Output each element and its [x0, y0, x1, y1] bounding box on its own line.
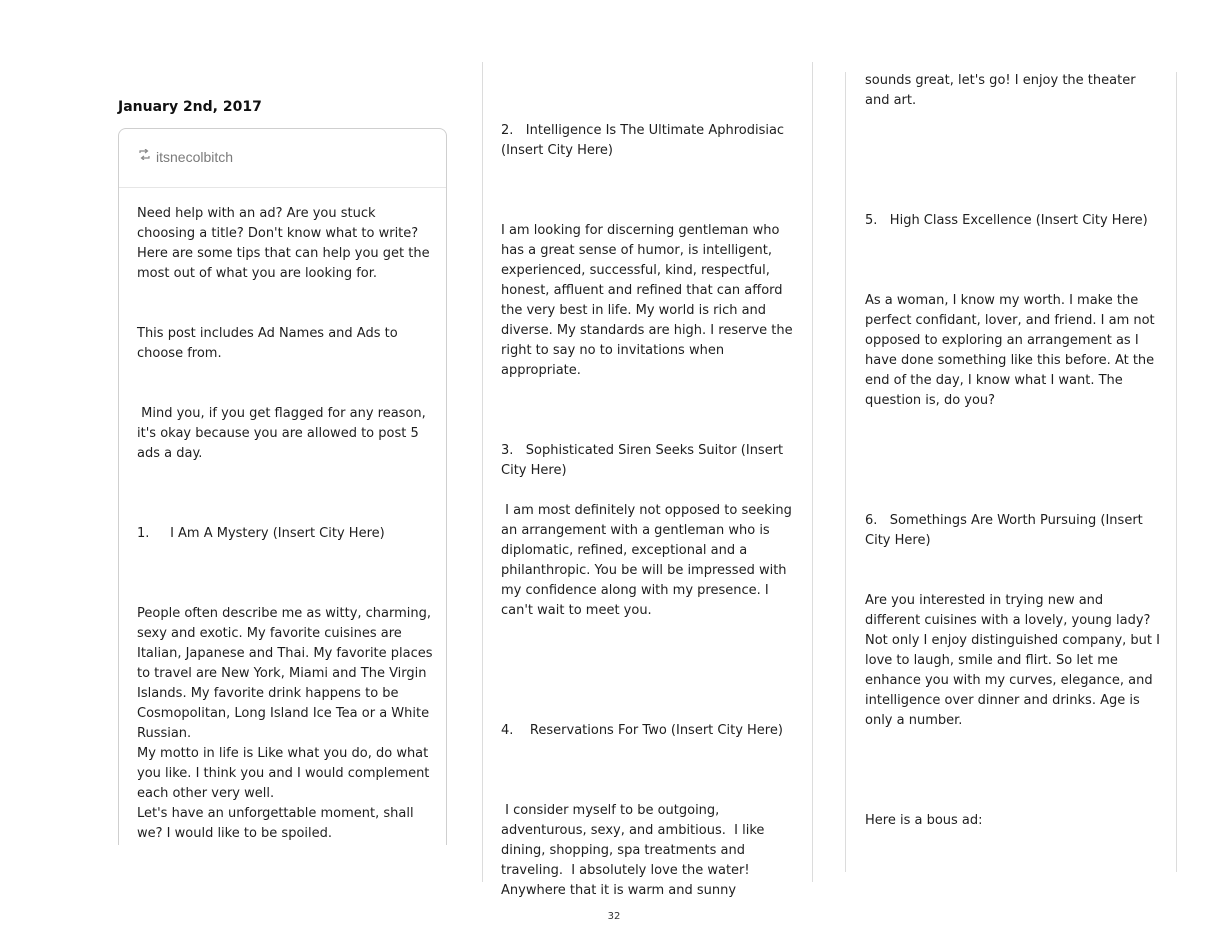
- ad-title-1: 1. I Am A Mystery (Insert City Here): [137, 526, 385, 541]
- ad-body-5: As a woman, I know my worth. I make the perfect confidant, lover, and friend. I am not opposed to exploring an arrangement as I have done something like this before. At the end of the day, I know what I want. The question is, do you?: [865, 293, 1155, 408]
- column-divider: [845, 72, 846, 872]
- ad-title-2: 2. Intelligence Is The Ultimate Aphrodisiac (Insert City Here): [501, 123, 789, 158]
- column-divider: [812, 62, 813, 882]
- column-divider: [482, 62, 483, 882]
- ad-body-6: Are you interested in trying new and different cuisines with a lovely, young lady? Not only I enjoy distinguished company, but I love to laugh, smile and flirt. So let me enhance you with my curves, elegance, and intelligence over dinner and drinks. Age is only a number.: [865, 593, 1160, 728]
- continued-text: sounds great, let's go! I enjoy the theater and art.: [865, 73, 1136, 108]
- ad-body-3: I am most definitely not opposed to seeking an arrangement with a gentleman who is diplomatic, refined, exceptional and a philanthropic. You be will be impressed with my confidence along with my presence. I can't wait to meet you.: [501, 503, 797, 618]
- intro-text: Need help with an ad? Are you stuck choosing a title? Don't know what to write? Here are some tips that can help you get the most out of what you are looking for.: [137, 206, 430, 281]
- bonus-text: Here is a bous ad:: [865, 813, 983, 828]
- post-date: January 2nd, 2017: [118, 99, 262, 115]
- page-number: 32: [607, 911, 621, 922]
- ad-body-4: I consider myself to be outgoing, adventurous, sexy, and ambitious. I like dining, shopping, spa treatments and traveling. I absolutely love the water! Anywhere that it is warm and sunny: [501, 803, 769, 898]
- mind-text: Mind you, if you get flagged for any reason, it's okay because you are allowed to post 5 ads a day.: [137, 406, 430, 461]
- column-divider: [1176, 72, 1177, 872]
- ad-body-1: People often describe me as witty, charming, sexy and exotic. My favorite cuisines are Italian, Japanese and Thai. My favorite places to travel are New York, Miami and The Virgin Islands. My favorite drink happens to be Cosmopolitan, Long Island Ice Tea or a White Russian. My motto in life is Like what you do, do what you like. I think you and I would complement each other very well. Let's have an unforgettable moment, shall we? I would like to be spoiled.: [137, 606, 433, 841]
- ad-title-4: 4. Reservations For Two (Insert City Here): [501, 723, 783, 738]
- post-header: [119, 129, 446, 188]
- includes-text: This post includes Ad Names and Ads to choose from.: [137, 326, 398, 361]
- reblog-icon: [138, 149, 151, 163]
- ad-title-5: 5. High Class Excellence (Insert City Here): [865, 213, 1148, 228]
- ad-body-2: I am looking for discerning gentleman who has a great sense of humor, is intelligent, experienced, successful, kind, respectful, honest, affluent and refined that can afford the very best in life. My world is rich and diverse. My standards are high. I reserve the right to say no to invitations when appropriate.: [501, 223, 793, 378]
- post-username[interactable]: itsnecolbitch: [156, 149, 234, 165]
- ad-title-6: 6. Somethings Are Worth Pursuing (Insert City Here): [865, 513, 1147, 548]
- ad-title-3: 3. Sophisticated Siren Seeks Suitor (Insert City Here): [501, 443, 788, 478]
